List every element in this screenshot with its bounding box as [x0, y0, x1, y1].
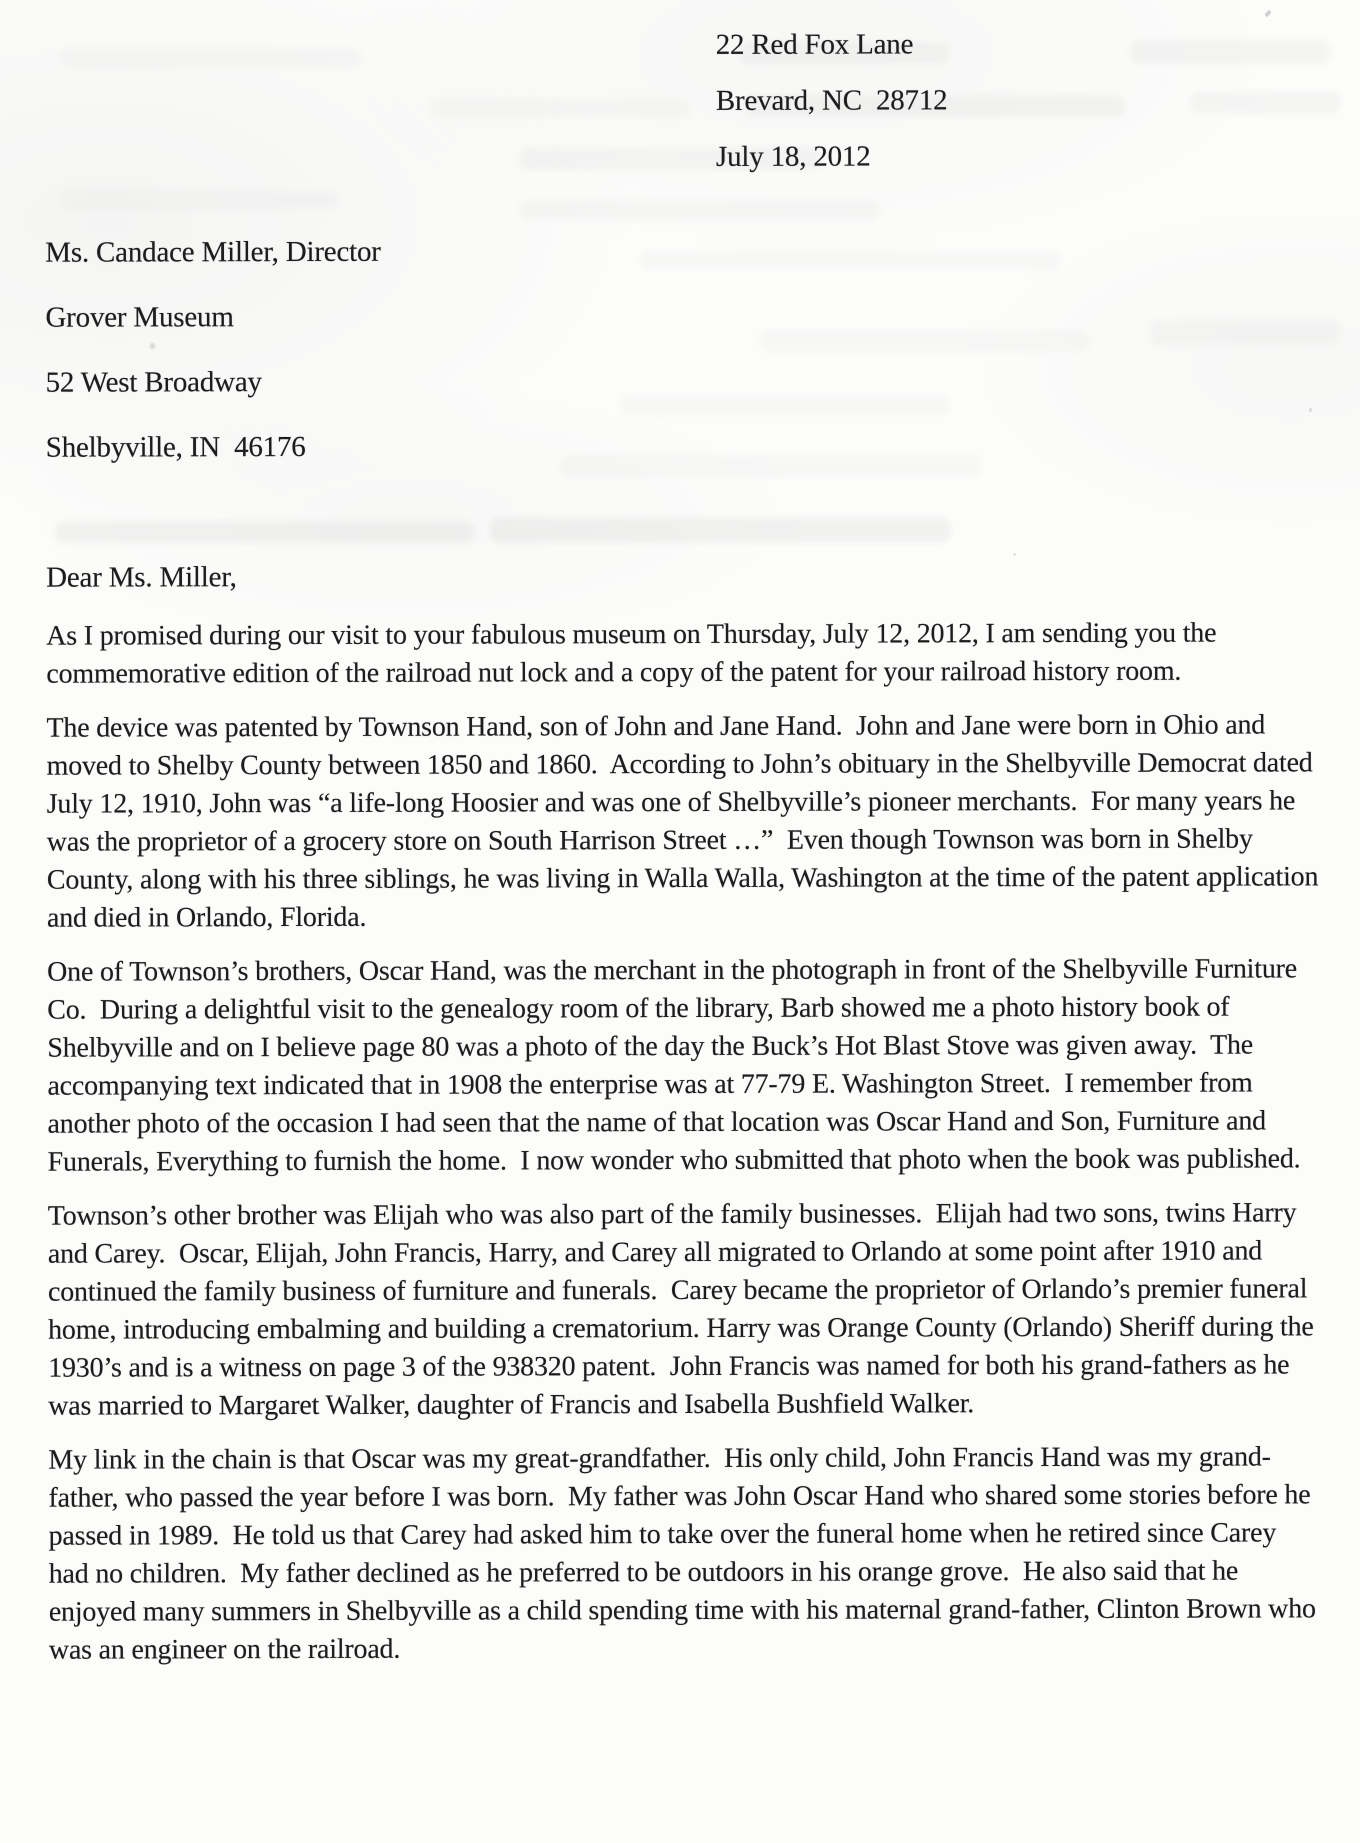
sender-address-block: [716, 29, 948, 198]
salutation: Dear Ms. Miller,: [46, 561, 237, 594]
sender-address-line1: 22 Red Fox Lane: [715, 28, 914, 61]
body-paragraph-1: As I promised during our visit to your fabulous museum on Thursday, July 12, 2012, I am sending you the commemorative edition of the railroad nut lock and a copy of the patent for your railroad history room.: [46, 617, 1224, 690]
sender-address-line2: Brevard, NC 28712: [715, 84, 948, 117]
body-paragraph-5: My link in the chain is that Oscar was my great-grandfather. His only child, John Francis Hand was my grand-father, who passed the year before I was born. My father was John Oscar Hand who shared some stories before he passed in 1989. He told us that Carey had asked him to take over the funeral home when he retired since Carey had no children. My father declined as he preferred to be outdoors in his orange grove. He also said that he enjoyed many summers in Shelbyville as a child spending time with his maternal grand-father, Clinton Brown who was an engineer on the railroad.: [48, 1441, 1323, 1666]
body-paragraph-4: Townson’s other brother was Elijah who was also part of the family businesses. Elijah had two sons, twins Harry and Carey. Oscar, Elijah, John Francis, Harry, and Carey all migrated to Orlando at some point after 1910 and continued the family business of furniture and funerals. Carey became the proprietor of Orlando’s premier funeral home, introducing embalming and building a crematorium. Harry was Orange County (Orlando) Sheriff during the 1930’s and is a witness on page 3 of the 938320 patent. John Francis was named for both his grand-fathers as he was married to Margaret Walker, daughter of Francis and Isabella Bushfield Walker.: [47, 1197, 1321, 1422]
recipient-organization: Grover Museum: [45, 301, 234, 334]
recipient-address-block: [45, 237, 381, 498]
body-paragraph-3: One of Townson’s brothers, Oscar Hand, was the merchant in the photograph in front of the Shelbyville Furniture Co. During a delightful visit to the genealogy room of the library, Barb showed me a photo history book of Shelbyville and on I believe page 80 was a photo of the day the Buck’s Hot Blast Stove was given away. The accompanying text indicated that in 1908 the enterprise was at 77-79 E. Washington Street. I remember from another photo of the occasion I had seen that the name of that location was Oscar Hand and Son, Furniture and Funerals, Everything to furnish the home. I now wonder who submitted that photo when the book was published.: [47, 953, 1304, 1178]
letter-date: July 18, 2012: [715, 140, 871, 173]
recipient-street: 52 West Broadway: [45, 366, 262, 399]
letter-body: [46, 614, 1326, 1685]
recipient-name: Ms. Candace Miller, Director: [45, 235, 381, 269]
body-paragraph-2: The device was patented by Townson Hand, son of John and Jane Hand. John and Jane were born in Ohio and moved to Shelby County between 1850 and 1860. According to John’s obituary in the Shelbyville Democrat dated July 12, 1910, John was “a life-long Hoosier and was one of Shelbyville’s pioneer merchants. For many years he was the proprietor of a grocery store on South Harrison Street …” Even though Townson was born in Shelby County, along with his three siblings, he was living in Walla Walla, Washington at the time of the patent application and died in Orlando, Florida.: [46, 709, 1326, 934]
recipient-city-state-zip: Shelbyville, IN 46176: [45, 430, 306, 464]
